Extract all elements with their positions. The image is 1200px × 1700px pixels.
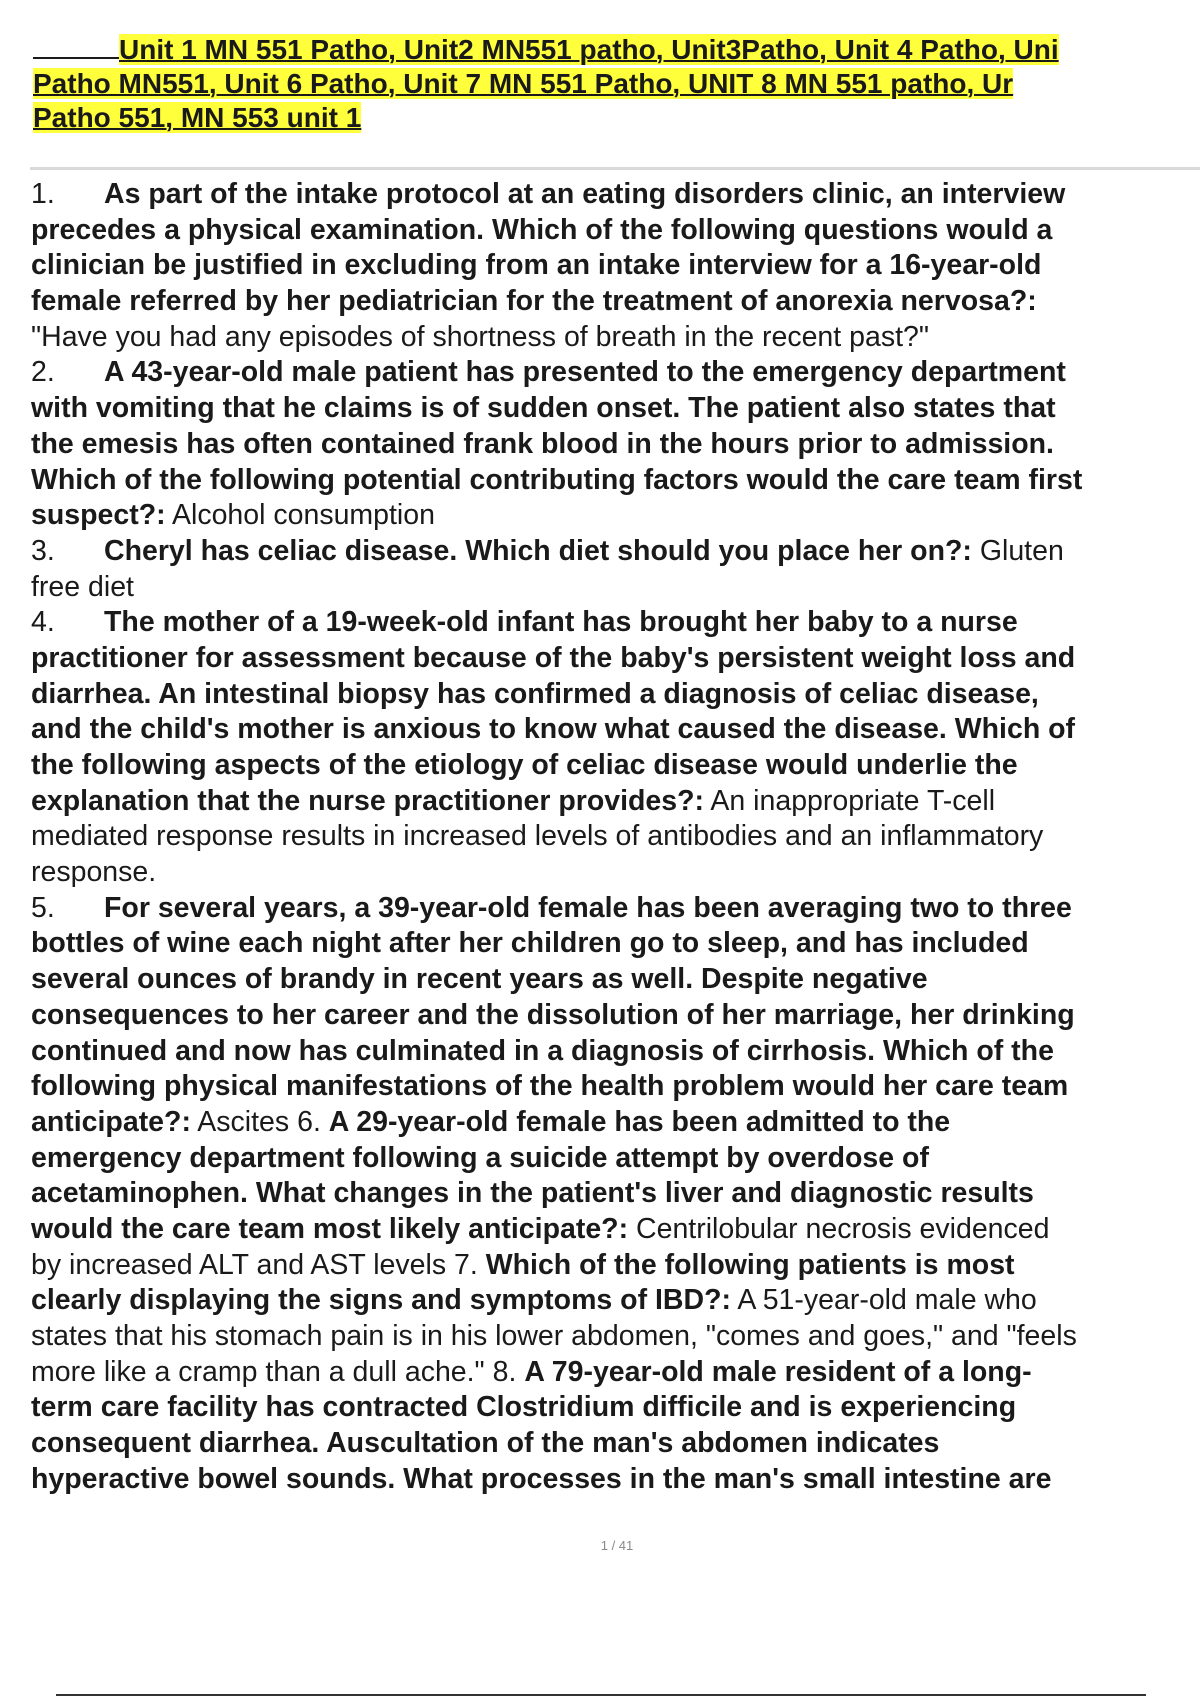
q1-line-3: clinician be justified in excluding from an intake interview for a 16-year-old xyxy=(31,249,1042,282)
next-page-edge xyxy=(56,1694,1146,1696)
q4-line-2: practitioner for assessment because of the baby's persistent weight loss and xyxy=(31,641,1076,674)
q4-line-1: 4. The mother of a 19-week-old infant has brought her baby to a nurse xyxy=(31,606,1018,639)
title-line-2: Patho MN551, Unit 6 Patho, Unit 7 MN 551 Patho, UNIT 8 MN 551 patho, Ur xyxy=(33,68,1014,99)
title-line-1: Unit 1 MN 551 Patho, Unit2 MN551 patho, Unit3Patho, Unit 4 Patho, Uni xyxy=(33,33,1200,67)
q3-line-1: 3. Cheryl has celiac disease. Which diet should you place her on?: Gluten xyxy=(31,534,1064,567)
q5-line-1: 5. For several years, a 39-year-old female has been averaging two to three xyxy=(31,891,1072,924)
title-divider xyxy=(30,167,1200,170)
page-indicator: 1 / 41 xyxy=(600,1538,634,1553)
q4-line-6: explanation that the nurse practitioner provides?: An inappropriate T-cell xyxy=(31,784,996,817)
q7-answer-2: states that his stomach pain is in his lower abdomen, "comes and goes," and "feels xyxy=(31,1320,1077,1352)
title-line-3: Patho 551, MN 553 unit 1 xyxy=(33,102,362,133)
q6-line-3: acetaminophen. What changes in the patient's liver and diagnostic results xyxy=(31,1177,1034,1210)
q8-line-4: hyperactive bowel sounds. What processes in the man's small intestine are xyxy=(31,1462,1052,1495)
q4-answer-2: mediated response results in increased levels of antibodies and an inflammatory xyxy=(31,820,1044,853)
q4-answer-3: response. xyxy=(31,856,157,889)
q4-line-5: the following aspects of the etiology of celiac disease would underlie the xyxy=(31,749,1018,781)
q8-line-2: term care facility has contracted Clostridium difficile and is experiencing xyxy=(31,1391,1017,1424)
q3-line-2: free diet xyxy=(31,570,134,603)
q1-line-2: precedes a physical examination. Which of the following questions would a xyxy=(31,213,1053,246)
q2-line-4: Which of the following potential contributing factors would the care team first xyxy=(31,463,1083,496)
q5-line-2: bottles of wine each night after her children go to sleep, and has included xyxy=(31,927,1029,960)
document-title xyxy=(33,33,1200,135)
q6-line-2: emergency department following a suicide attempt by overdose of xyxy=(31,1141,929,1174)
q5-line-5: continued and now has culminated in a diagnosis of cirrhosis. Which of the xyxy=(31,1034,1054,1067)
q6-q7-line: by increased ALT and AST levels 7. Which of the following patients is most xyxy=(31,1248,1015,1281)
q1-line-4: female referred by her pediatrician for the treatment of anorexia nervosa?: xyxy=(31,285,1037,318)
q7-line-2: clearly displaying the signs and symptoms of IBD?: A 51-year-old male who xyxy=(31,1284,1037,1317)
q5-line-6: following physical manifestations of the health problem would her care team xyxy=(31,1070,1069,1103)
q8-line-3: consequent diarrhea. Auscultation of the man's abdomen indicates xyxy=(31,1427,940,1460)
q7-q8-line: more like a cramp than a dull ache." 8. A 79-year-old male resident of a long- xyxy=(31,1355,1032,1388)
q2-line-3: the emesis has often contained frank blood in the hours prior to admission. xyxy=(31,427,1054,460)
q2-line-1: 2. A 43-year-old male patient has presented to the emergency department xyxy=(31,356,1066,389)
question-list xyxy=(31,177,1200,1497)
q1-answer: "Have you had any episodes of shortness of breath in the recent past?" xyxy=(31,320,929,353)
q2-line-5: suspect?: Alcohol consumption xyxy=(31,499,435,532)
q5-q6-line: anticipate?: Ascites 6. A 29-year-old female has been admitted to the xyxy=(31,1105,951,1138)
q1-line-1: 1. As part of the intake protocol at an eating disorders clinic, an interview xyxy=(31,178,1066,210)
q4-line-4: and the child's mother is anxious to know what caused the disease. Which of xyxy=(31,713,1076,746)
q5-line-3: several ounces of brandy in recent years as well. Despite negative xyxy=(31,963,928,996)
q2-line-2: with vomiting that he claims is of sudden onset. The patient also states that xyxy=(31,392,1056,425)
q5-line-4: consequences to her career and the dissolution of her marriage, her drinking xyxy=(31,998,1075,1031)
q6-line-4: would the care team most likely anticipate?: Centrilobular necrosis evidenced xyxy=(31,1212,1050,1245)
q4-line-3: diarrhea. An intestinal biopsy has confirmed a diagnosis of celiac disease, xyxy=(31,677,1039,710)
